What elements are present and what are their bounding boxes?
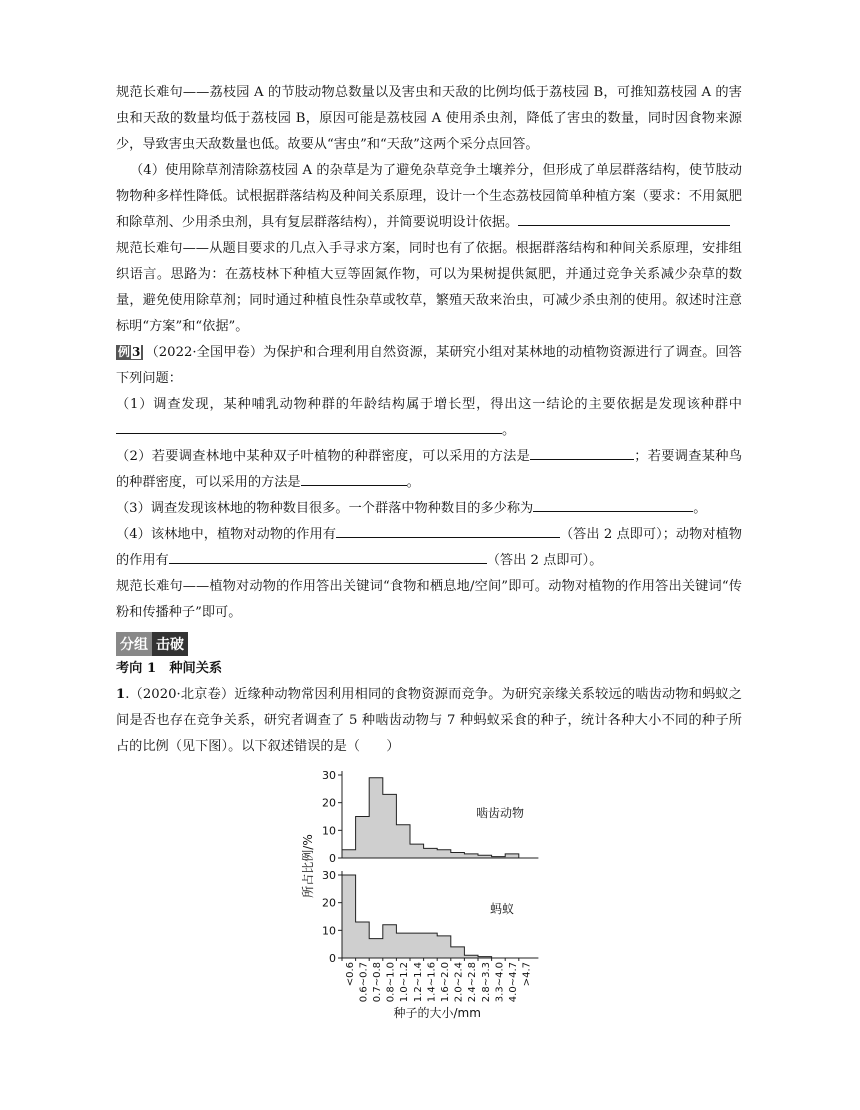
analysis-paragraph-2: 规范长难句——从题目要求的几点入手寻求方案，同时也有了依据。根据群落结构和种间关系原理，安排组织语言。思路为：在荔枝林下种植大豆等固氮作物，可以为果树提供氮肥，并通过竞争关系减少杂草的数量，避免使用除草剂；同时通过种植良性杂草或牧草，繁殖天敌来治虫，可减少杀虫剂的使用。叙述时注意标明“方案”和“依据”。	[116, 241, 742, 334]
answer-blank[interactable]	[301, 471, 407, 486]
x-tick-label: 1.0~1.2	[399, 962, 411, 1003]
document-body	[116, 80, 742, 760]
item-1: 1.（2020·北京卷）近缘种动物常因利用相同的食物资源而竞争。为研究亲缘关系较远的啮齿动物和蚂蚁之间是否也存在竞争关系，研究者调查了 5 种啮齿动物与 7 种蚂蚁采食的种子，统计各种大小不同的种子所占的比例（见下图）。以下叙述错误的是（ ）	[116, 687, 742, 754]
y-tick-label: 10	[322, 924, 336, 938]
answer-blank[interactable]	[533, 497, 693, 512]
x-tick-label: 1.4~1.6	[426, 962, 438, 1003]
example-3-text: （2022·全国甲卷）为保护和合理利用自然资源，某研究小组对某林地的动植物资源进行了调查。回答下列问题：	[116, 345, 742, 386]
chart-svg	[300, 765, 570, 1025]
y-tick-label: 30	[322, 869, 336, 882]
analysis-paragraph-3: 规范长难句——植物对动物的作用答出关键词“食物和栖息地/空间”即可。动物对植物的作用答出关键词“传粉和传播种子”即可。	[116, 579, 742, 620]
topic-heading: 考向 1 种间关系	[116, 661, 223, 676]
x-tick-label: 3.3~4.0	[494, 962, 506, 1003]
y-tick-label: 0	[329, 852, 336, 865]
x-tick-label: 1.2~1.4	[412, 962, 424, 1003]
seed-size-chart	[300, 765, 570, 1029]
y-tick-label: 20	[322, 796, 336, 810]
analysis-paragraph-1: 规范长难句——荔枝园 A 的节肢动物总数量以及害虫和天敌的比例均低于荔枝园 B，可推知荔枝园 A 的害虫和天敌的数量均低于荔枝园 B，原因可能是荔枝园 A 使用杀虫剂，降低了害虫的数量，同时因食物来源少，导致害虫天敌数量也低。故要从“害虫”和“天敌”这两个采分点回答。	[116, 85, 742, 152]
answer-blank[interactable]	[169, 549, 487, 564]
x-tick-label: 1.6~2.0	[440, 962, 451, 1003]
answer-blank[interactable]	[518, 211, 730, 226]
question-2: （2）若要调查林地中某种双子叶植物的种群密度，可以采用的方法是 ；若要调查某种鸟的种群密度，可以采用的方法是 。	[116, 444, 742, 496]
y-tick-label: 20	[322, 896, 336, 910]
y-tick-label: 30	[322, 769, 336, 782]
histogram-ants	[342, 875, 519, 958]
answer-blank[interactable]	[336, 523, 560, 538]
answer-blank[interactable]	[116, 419, 502, 434]
question-1: （1）调查发现，某种哺乳动物种群的年龄结构属于增长型，得出这一结论的主要依据是发现该种群中。	[116, 397, 742, 438]
x-tick-label: 4.0~4.7	[508, 962, 519, 1003]
series-label: 蚂蚁	[490, 902, 515, 916]
example-3	[116, 340, 742, 392]
answer-blank[interactable]	[530, 445, 634, 460]
y-axis-label: 所占比例/%	[301, 834, 315, 898]
x-tick-label: 2.0~2.4	[453, 962, 465, 1003]
x-tick-label: >4.7	[521, 962, 533, 987]
question-4-text: （4）使用除草剂清除荔枝园 A 的杂草是为了避免杂草竞争土壤养分，但形成了单层群落结构，使节肢动物物种多样性降低。试根据群落结构及种间关系原理，设计一个生态荔枝园简单种植方案（要求：不用氮肥和除草剂、少用杀虫剂，具有复层群落结构），并简要说明设计依据。	[116, 163, 742, 230]
x-tick-label: <0.6	[344, 962, 356, 987]
example-tag: 例 3	[116, 345, 143, 360]
question-4	[116, 158, 742, 236]
x-tick-label: 2.8~3.3	[480, 962, 492, 1003]
y-tick-label: 0	[329, 952, 336, 965]
x-tick-label: 2.4~2.8	[467, 962, 479, 1003]
series-label: 啮齿动物	[476, 806, 525, 820]
question-3: （3）调查发现该林地的物种数目很多。一个群落中物种数目的多少称为 。	[116, 496, 742, 522]
x-tick-label: 0.6~0.7	[358, 962, 370, 1003]
question-4b: （4）该林地中，植物对动物的作用有 （答出 2 点即可）；动物对植物的作用有 （答出 2 点即可）。	[116, 522, 742, 574]
x-axis-label: 种子的大小/mm	[393, 1006, 481, 1020]
x-tick-label: 0.7~0.8	[372, 962, 383, 1003]
section-heading: 分组 击破	[116, 632, 742, 654]
item-1-text: .（2020·北京卷）近缘种动物常因利用相同的食物资源而竞争。为研究亲缘关系较远的啮齿动物和蚂蚁之间是否也存在竞争关系，研究者调查了 5 种啮齿动物与 7 种蚂蚁采食的种子，统计各种大小不同的种子所占的比例（见下图）。以下叙述错误的是（ ）	[116, 687, 742, 754]
x-tick-label: 0.8~1.0	[385, 962, 397, 1003]
y-tick-label: 10	[322, 824, 336, 838]
